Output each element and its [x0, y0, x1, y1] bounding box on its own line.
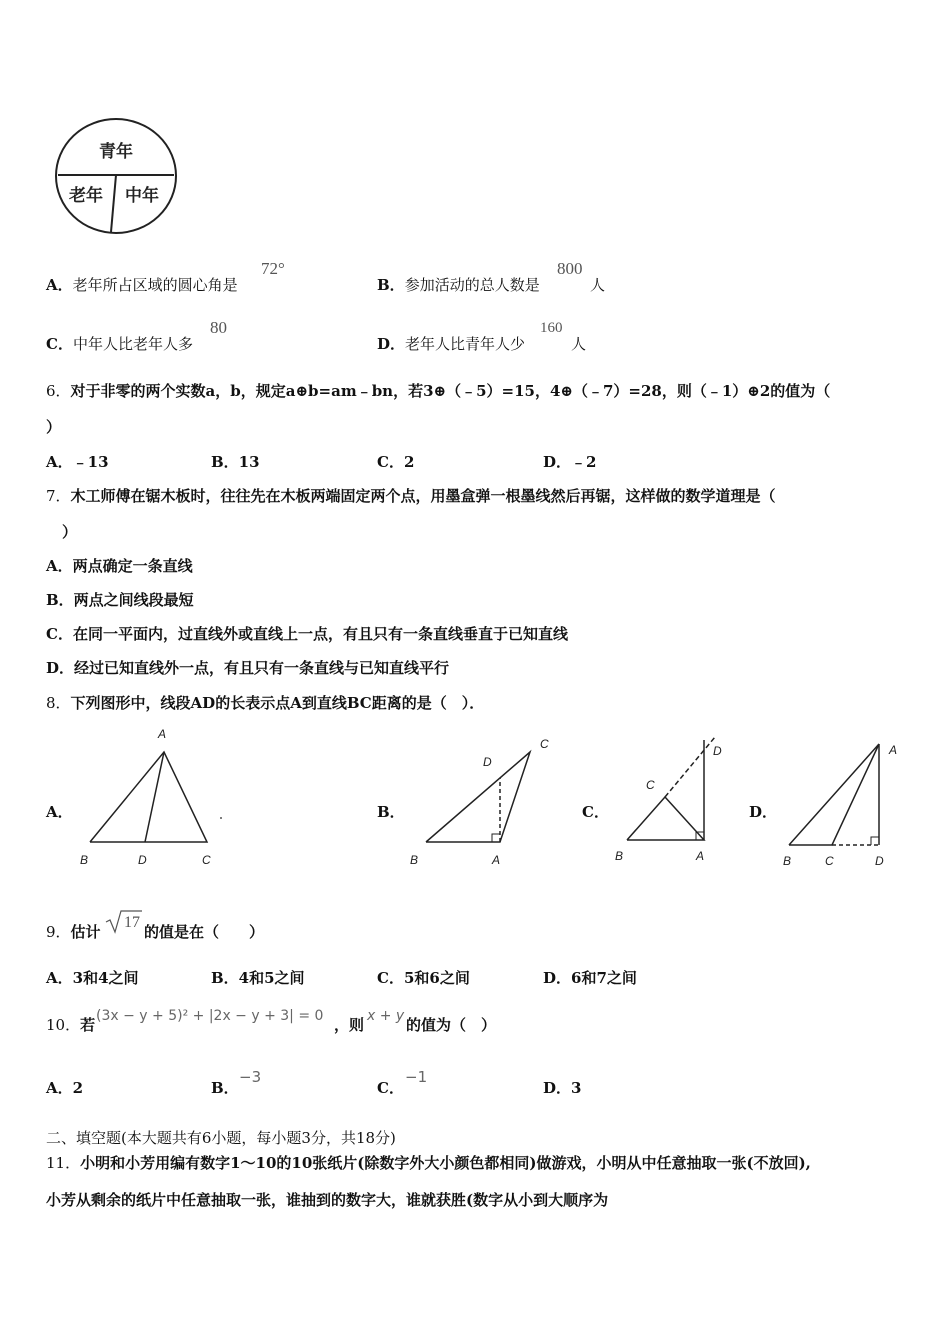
q10-stem-post: 的值为（ ） [406, 1016, 497, 1034]
pie-divider-vertical [111, 175, 116, 232]
q6-option-c: C．2 [377, 453, 415, 471]
q7-option-a: A．两点确定一条直线 [46, 557, 193, 575]
q8-figure-a [70, 722, 240, 872]
q5-option-d [377, 333, 525, 354]
point-a-label: A [889, 743, 898, 757]
option-label: B． [377, 276, 405, 294]
q6-stem [46, 380, 830, 401]
q8-stem [46, 692, 484, 713]
q5-option-a [46, 274, 238, 295]
q9-option-b: B．4和5之间 [211, 969, 305, 987]
q8-figure-b [400, 730, 560, 872]
q10-equation: (3x − y + 5)² + |2x − y + 3| = 0 [96, 1008, 324, 1024]
point-c-label: C [202, 853, 211, 867]
right-angle-mark [492, 834, 500, 842]
option-text: 老年人比青年人少 [405, 335, 526, 353]
option-text: 老年所占区域的圆心角是 [72, 276, 238, 294]
question-number: 8． [46, 694, 71, 712]
question-text: 估计 [70, 923, 101, 941]
sqrt-symbol [104, 908, 144, 934]
point-c-label: C [540, 737, 549, 751]
q7-option-d: D．经过已知直线外一点，有且只有一条直线与已知直线平行 [46, 659, 450, 677]
question-number: 11． [46, 1154, 81, 1172]
q5-option-b-suffix: 人 [590, 276, 606, 294]
pie-label-elderly: 老年 [69, 186, 103, 205]
option-label: C． [46, 335, 73, 353]
question-text: 若 [80, 1016, 96, 1034]
option-text: 参加活动的总人数是 [404, 276, 540, 294]
q5-option-c-math: 80 [210, 318, 227, 337]
q5-option-b-math: 800 [557, 259, 583, 278]
q10-stem-mid: ，则 [334, 1016, 365, 1034]
point-d-label: D [713, 744, 722, 758]
q9-option-d: D．6和7之间 [543, 969, 637, 987]
point-d-label: D [138, 853, 147, 867]
pie-label-middle-aged: 中年 [125, 186, 159, 205]
q11-stem-line2: 小芳从剩余的纸片中任意抽取一张，谁抽到的数字大，谁就获胜(数字从小到大顺序为 [46, 1191, 609, 1209]
sqrt-radicand: 17 [124, 914, 140, 931]
option-value: 3 [571, 1079, 582, 1097]
q10-option-b-value: −3 [239, 1068, 262, 1086]
question-text: 小明和小芳用编有数字1～10的10张纸片(除数字外大小颜色都相同)做游戏，小明从中任意抽取一张(不放回), [80, 1154, 811, 1172]
q5-option-c [46, 333, 193, 354]
q7-stem [46, 485, 776, 506]
pie-chart-figure [50, 115, 182, 237]
q9-option-a: A．3和4之间 [46, 969, 139, 987]
option-label: A． [46, 276, 73, 294]
q7-stem-cont: ） [62, 523, 78, 541]
line-ad-dashed [665, 737, 715, 797]
q10-option-c-label: C． [377, 1079, 404, 1097]
question-number: 6． [46, 382, 71, 400]
q10-option-d [543, 1077, 581, 1098]
q8-option-a-label: A． [46, 803, 73, 821]
section-2-title: 二、填空题(本大题共有6小题，每小题3分，共18分) [46, 1129, 396, 1147]
option-value: 2 [72, 1079, 84, 1097]
point-a-label: A [492, 853, 501, 867]
point-d-label: D [875, 854, 884, 868]
question-text: 木工师傅在锯木板时，往往先在木板两端固定两个点，用墨盒弹一根墨线然后再锯，这样做的数学道理是（ [70, 487, 776, 505]
segment-ad [145, 752, 164, 842]
q9-stem-post: 的值是在（ ） [144, 923, 265, 941]
pie-label-youth: 青年 [99, 142, 133, 161]
q7-option-c: C．在同一平面内，过直线外或直线上一点，有且只有一条直线垂直于已知直线 [46, 625, 568, 643]
q7-option-b: B．两点之间线段最短 [46, 591, 194, 609]
triangle-abc [789, 744, 879, 845]
q8-option-b-label: B． [377, 803, 405, 821]
point-b-label: B [80, 853, 89, 867]
q10-expression: x + y [367, 1008, 405, 1024]
q10-option-b-label: B． [211, 1079, 239, 1097]
q8-figure-d [775, 730, 925, 870]
q5-option-a-math: 72° [261, 259, 285, 278]
q6-option-d: D．﹣2 [543, 453, 597, 471]
point-a-label: A [696, 849, 705, 863]
q5-option-d-suffix: 人 [571, 335, 587, 353]
q8-option-c-label: C． [582, 803, 609, 821]
q11-stem [46, 1152, 811, 1173]
right-angle-mark [871, 837, 879, 845]
option-text: 中年人比老年人多 [72, 335, 193, 353]
q9-option-c: C．5和6之间 [377, 969, 470, 987]
question-text: 对于非零的两个实数a，b，规定a⊕b=am﹣bn，若3⊕（﹣5）=15，4⊕（﹣7）=28，则（﹣1）⊕2的值为（ [70, 382, 831, 400]
point-a-label: A [158, 727, 167, 741]
triangle-abc [627, 797, 704, 840]
point-b-label: B [783, 854, 792, 868]
stray-dot [220, 817, 222, 819]
point-b-label: B [410, 853, 419, 867]
q6-option-a: A．﹣13 [46, 453, 109, 471]
point-d-label: D [483, 755, 492, 769]
q5-option-d-math: 160 [540, 320, 563, 336]
triangle-abc [426, 752, 530, 842]
q8-option-d-label: D． [749, 803, 778, 821]
point-c-label: C [646, 778, 655, 792]
point-b-label: B [615, 849, 624, 863]
option-label: A． [46, 1079, 73, 1097]
q8-figure-c [605, 725, 735, 870]
q6-stem-cont: ） [46, 418, 62, 436]
question-number: 10． [46, 1016, 81, 1034]
q9-stem [46, 921, 101, 942]
question-number: 9． [46, 923, 71, 941]
question-text: 下列图形中，线段AD的长表示点A到直线BC距离的是（ ）． [70, 694, 485, 712]
q10-option-c-value: −1 [405, 1068, 428, 1086]
question-number: 7． [46, 487, 71, 505]
option-label: D． [543, 1079, 572, 1097]
q10-stem [46, 1014, 95, 1035]
option-label: D． [377, 335, 406, 353]
point-c-label: C [825, 854, 834, 868]
q5-option-b [377, 274, 540, 295]
q6-option-b: B．13 [211, 453, 260, 471]
q10-option-a [46, 1077, 83, 1098]
